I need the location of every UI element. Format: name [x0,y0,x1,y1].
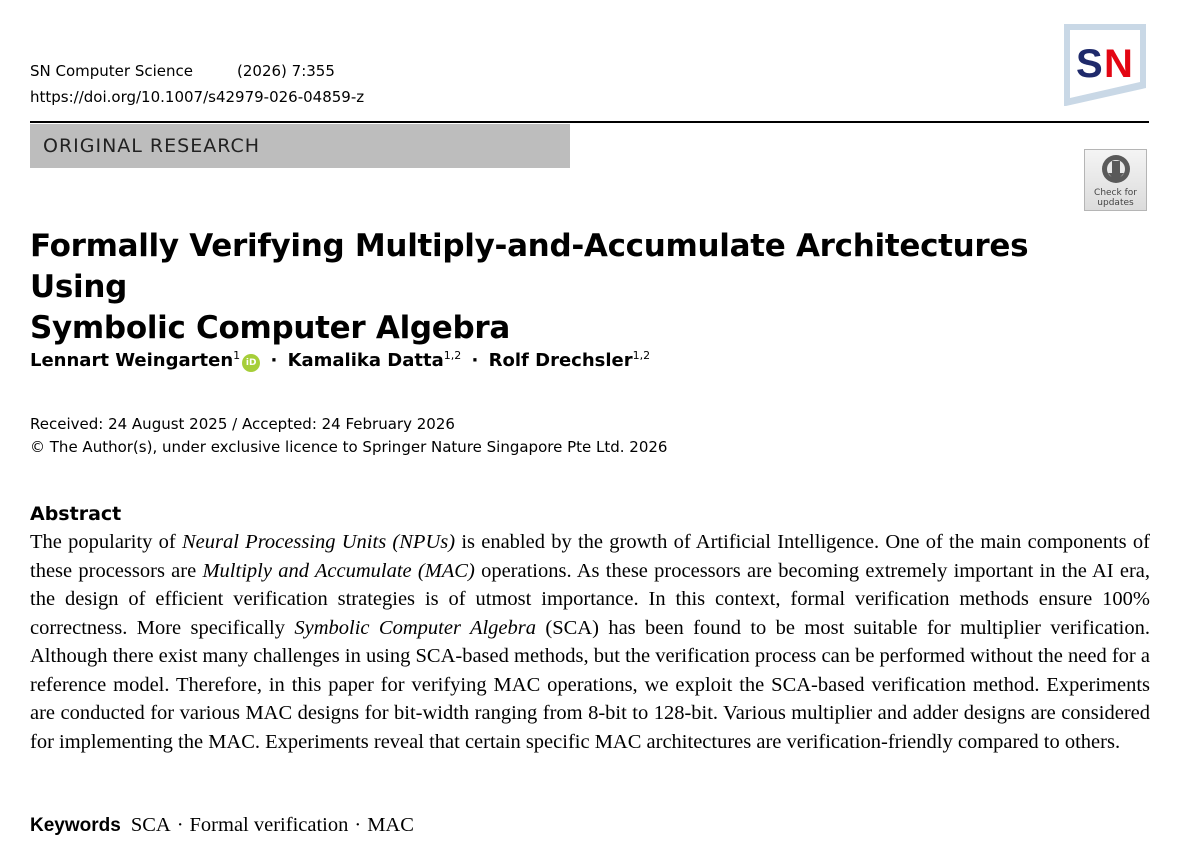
abstract-segment: operations. As these processors are becoming extremely important in the AI era, the design of efficient verification strategies is of utmost importance. In this context, formal verification methods ensure 100% correctness. More specifically [30,559,1150,639]
logo-letter-n: N [1104,42,1133,86]
abstract-text [30,528,1150,756]
abstract-heading: Abstract [30,503,122,525]
abstract-term-npu: Neural Processing Units (NPUs) [181,531,456,553]
sn-logo-graphic [1062,22,1148,108]
article-type-band [30,124,570,168]
abstract-segment: The popularity of [30,531,182,553]
logo-letter-s: S [1076,42,1103,86]
author-separator: · [270,350,278,371]
orcid-icon[interactable]: iD [242,354,260,372]
sn-journal-logo[interactable] [1062,22,1148,108]
check-updates-label [1085,188,1146,208]
abstract-segment: (SCA) has been found to be most suitable for multiplier verification. Although there exist many challenges in using SCA-based methods, but the verification process can be performed without the need for a reference model. Therefore, in this paper for verifying MAC operations, we exploit the SCA-based verification method. Experiments are conducted for various MAC designs for bit-width ranging from 8-bit to 128-bit. Various multiplier and adder designs are considered for implementing the MAC. Experiments reveal that certain specific MAC architectures are verification-friendly compared to others. [30,616,1150,753]
citation: (2026) 7:355 [237,62,335,80]
abstract-segment: is enabled by the growth of Artificial Intelligence. One of the main components of these processors are [30,531,1150,582]
article-type-label: ORIGINAL RESEARCH [43,135,261,157]
abstract-term-mac: Multiply and Accumulate (MAC) [202,559,475,582]
keyword-item[interactable]: Formal verification [189,814,349,836]
keywords-line [30,811,414,840]
keyword-item[interactable]: MAC [367,814,414,836]
paper-title [30,226,1030,349]
journal-citation-line [30,61,335,81]
doi-link[interactable]: https://doi.org/10.1007/s42979-026-04859-z [30,88,365,106]
check-updates-line2: updates [1097,198,1134,208]
check-updates-line1: Check for [1094,188,1137,198]
title-line-1: Formally Verifying Multiply-and-Accumulate Architectures Using [30,228,1029,305]
author-affiliation: 1,2 [632,349,651,362]
received-accepted-dates: Received: 24 August 2025 / Accepted: 24 February 2026 [30,415,455,433]
journal-name: SN Computer Science [30,62,193,80]
check-updates-icon [1100,153,1132,185]
keywords-label: Keywords [30,815,121,836]
check-for-updates-button[interactable] [1084,149,1147,211]
author-affiliation: 1 [233,349,241,362]
author-affiliation: 1,2 [443,349,462,362]
author-name[interactable]: Lennart Weingarten [30,350,234,371]
copyright-notice: © The Author(s), under exclusive licence to Springer Nature Singapore Pte Ltd. 2026 [30,438,668,456]
title-line-2: Symbolic Computer Algebra [30,310,511,346]
keyword-separator: · [354,814,362,836]
author-separator: · [471,350,479,371]
keyword-separator: · [176,814,184,836]
author-list [30,344,650,373]
author-name[interactable]: Rolf Drechsler [488,350,633,371]
header-divider [30,121,1149,123]
author-name[interactable]: Kamalika Datta [287,350,444,371]
abstract-term-sca: Symbolic Computer Algebra [294,616,536,639]
keyword-item[interactable]: SCA [130,814,171,836]
